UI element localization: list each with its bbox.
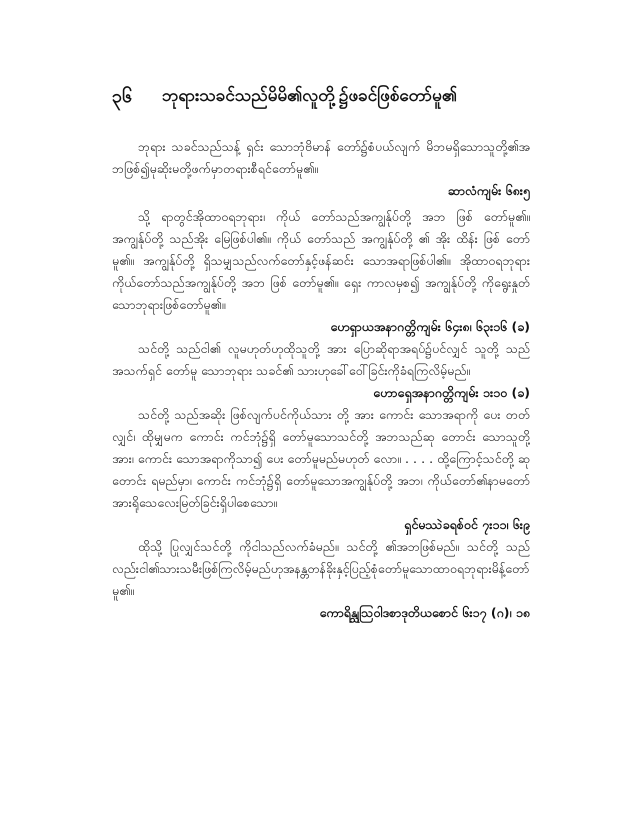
- paragraph: ဘုရား သခင်သည်သန့် ရှင်း သောဘုံဗိမာန် တော်၌စံပယ်လျက် မိဘမရှိသောသူတို့၏အဘဖြစ်၍မုဆိုးမတို့ဖက်မှာတရားစီရင်တော်မူ၏။: [112, 139, 530, 176]
- body-text: [112, 136, 530, 624]
- scripture-reference: ဟေရှာယအနာဂတ္တိကျမ်း ၆၄း၈၊ ၆၃း၁၆ (ခ): [330, 319, 530, 334]
- scripture-reference: ကောရိန္သုဩဝါဒစာဒုတိယစောင် ၆း၁၇ (ဂ)၊ ၁၈: [319, 605, 530, 620]
- scripture-reference: ဆာလံကျမ်း ၆၈း၅: [447, 183, 530, 198]
- paragraph: သင်တို့ သည်အဆိုး ဖြစ်လျက်ပင်ကိုယ်သား တို့ အား ကောင်း သောအရာကို ပေး တတ်လျှင်၊ ထိုမျှမက ကောင်း ကင်ဘုံ၌ရှိ တော်မူသောသင်တို့ အဘသည်ဆု တောင်း သောသူတို့ အား၊ ကောင်း သောအရာကိုသာ၍ ပေး တော်မူမည်မဟုတ် လော။ . . . . ထို့ကြောင့်သင်တို့ ဆု တောင်း ရမည်မှာ၊ ကောင်း ကင်ဘုံ၌ရှိ တော်မူသောအကျွန်ုပ်တို့ အဘ၊ ကိုယ်တော်၏နာမတော်အားရိုသေလေးမြတ်ခြင်းရှိပါစေသော။: [112, 407, 530, 510]
- chapter-title: ဘုရားသခင်သည်မိမိ၏လူတို့၌ဖခင်ဖြစ်တော်မူ၏: [162, 85, 457, 106]
- scripture-reference: ဟောရှေအနာဂတ္တိကျမ်း ၁း၁၀ (ခ): [373, 385, 530, 400]
- page-number: ၃၆: [112, 85, 133, 107]
- paragraph: သင်တို့ သည်ငါ၏ လူမဟုတ်ဟုထိုသူတို့ အား ပြောဆိုရာအရပ်၌ပင်လျှင် သူတို့ သည်အသက်ရှင် တော်မူ သောဘုရား သခင်၏ သားဟုခေါ်ဝေါ်ခြင်းကိုခံရကြလိမ့်မည်။: [112, 341, 530, 378]
- page-header: [112, 82, 532, 112]
- paragraph: ထိုသို့ ပြုလျှင်သင်တို့ ကိုငါသည်လက်ခံမည်။ သင်တို့ ၏အဘဖြစ်မည်။ သင်တို့ သည်လည်းငါ၏သားသမီးဖြစ်ကြလိမ့်မည်ဟုအနန္တတန်ခိုးနှင့်ပြည့်စုံတော်မူသောထာဝရဘုရားမိန့်တော်မူ၏။: [112, 539, 530, 598]
- scripture-reference: ရှင်မဿဲခရစ်ဝင် ၇း၁၁၊ ၆း၉: [404, 517, 530, 532]
- paragraph: သို့ ရာတွင်အိုထာဝရဘုရား၊ ကိုယ် တော်သည်အကျွန်ုပ်တို့ အဘ ဖြစ် တော်မူ၏။ အကျွန်ုပ်တို့ သည်အိုး မြေဖြစ်ပါ၏။ ကိုယ် တော်သည် အကျွန်ုပ်တို့ ၏ အိုး ထိန်း ဖြစ် တော်မူ၏။ အကျွန်ုပ်တို့ ရှိသမျှသည်လက်တော်နှင့်ဖန်ဆင်း သောအရာဖြစ်ပါ၏။ အိုထာဝရဘုရား ကိုယ်တော်သည်အကျွန်ုပ်တို့ အဘ ဖြစ် တော်မူ၏။ ရှေး ကာလမှစ၍ အကျွန်ုပ်တို့ ကိုရွေးနှုတ်သောဘုရားဖြစ်တော်မူ၏။: [112, 209, 530, 312]
